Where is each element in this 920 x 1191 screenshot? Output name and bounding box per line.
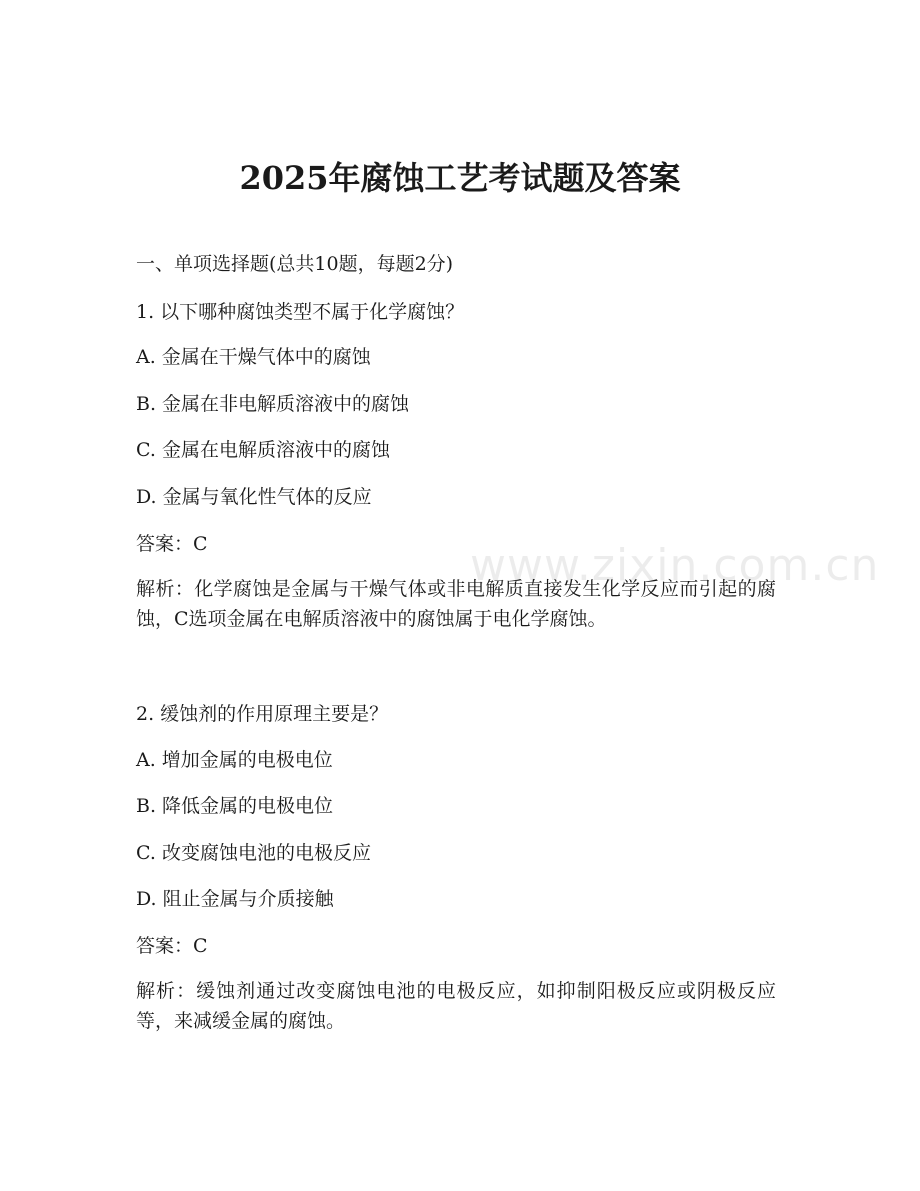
question-2-option-d: D. 阻止金属与介质接触	[136, 888, 334, 910]
question-1-stem: 1. 以下哪种腐蚀类型不属于化学腐蚀？	[136, 301, 465, 323]
question-2-option-b: B. 降低金属的电极电位	[136, 795, 334, 817]
question-1-option-b: B. 金属在非电解质溶液中的腐蚀	[136, 393, 410, 415]
question-1-option-a: A. 金属在干燥气体中的腐蚀	[136, 346, 371, 368]
question-2-option-a: A. 增加金属的电极电位	[136, 749, 333, 771]
question-1-option-d: D. 金属与氧化性气体的反应	[136, 486, 372, 508]
question-2-stem: 2. 缓蚀剂的作用原理主要是？	[136, 703, 389, 725]
question-1-answer: 答案：C	[136, 533, 208, 555]
question-1-explanation: 解析：化学腐蚀是金属与干燥气体或非电解质直接发生化学反应而引起的腐蚀，C选项金属在电解质溶液中的腐蚀属于电化学腐蚀。	[136, 578, 776, 630]
question-2-explanation: 解析：缓蚀剂通过改变腐蚀电池的电极反应，如抑制阳极反应或阴极反应等，来减缓金属的腐蚀。	[136, 980, 776, 1032]
document-title: 2025年腐蚀工艺考试题及答案	[239, 159, 681, 197]
question-2-answer: 答案：C	[136, 935, 208, 957]
question-2-option-c: C. 改变腐蚀电池的电极反应	[136, 842, 371, 864]
section-heading: 一、单项选择题(总共10题，每题2分)	[136, 253, 454, 275]
watermark: www.zixin.com.cn	[470, 540, 880, 591]
question-1-option-c: C. 金属在电解质溶液中的腐蚀	[136, 439, 390, 461]
